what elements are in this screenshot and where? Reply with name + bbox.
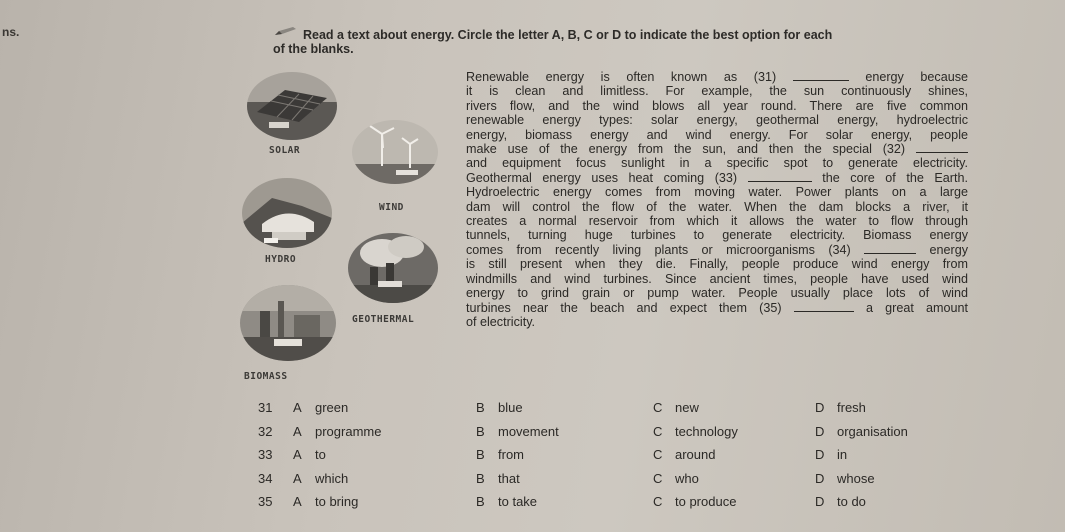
wind-label: WIND [379,202,404,213]
passage-line: is still present when they die. Finally, people produce wind energy from [466,257,968,272]
passage-line: turbines near the beach and expect them (35) a great amount [466,300,969,315]
question-number: 31 [258,400,273,415]
passage-line: Renewable energy is often known as (31) energy because [466,70,969,84]
wind-image [352,120,438,184]
option-b[interactable]: B to take [476,494,538,509]
passage-line: Geothermal energy uses heat coming (33) the core of the Earth. [466,170,969,185]
option-d[interactable]: D whose [815,471,875,486]
option-c[interactable]: C around [653,447,716,462]
question-row-31 [258,400,958,420]
option-d[interactable]: D organisation [815,424,908,439]
blank-31 [793,70,849,81]
question-row-34 [258,471,958,491]
passage-line: dam will control the flow of the water. When the dam blocks a river, it [466,199,968,214]
passage-line: Hydroelectric energy comes from moving water. Power plants on a large [466,185,968,200]
instruction-line-1: Read a text about energy. Circle the letter A, B, C or D to indicate the best option for each [303,28,833,42]
passage-line: tunnels, turning huge turbines to generate electricity. Biomass energy [466,228,968,243]
solar-image [247,72,337,140]
option-a[interactable]: A programme [293,424,382,439]
passage-line: comes from recently living plants or microorganisms (34) energy [466,242,968,257]
hydro-label: HYDRO [265,254,297,265]
question-row-33 [258,447,958,467]
blank-34 [864,243,916,254]
option-c[interactable]: C who [653,471,699,486]
hydro-image [242,178,332,248]
passage-line: energy to grind grain or pump water. People usually place lots of wind [466,286,968,301]
option-b[interactable]: B blue [476,400,523,415]
pencil-icon [275,26,297,36]
passage-line: rivers flow, and the wind blows all year round. There are five common [466,98,968,113]
option-d[interactable]: D in [815,447,848,462]
biomass-image [240,285,336,361]
question-number: 35 [258,494,273,509]
question-number: 34 [258,471,273,486]
option-c[interactable]: C technology [653,424,738,439]
question-number: 33 [258,447,273,462]
question-row-35 [258,494,958,514]
option-b[interactable]: B movement [476,424,559,439]
option-d[interactable]: D to do [815,494,866,509]
page-corner-text: ns. [2,25,20,39]
passage-line: of electricity. [466,314,536,329]
blank-33 [748,171,812,182]
geothermal-label: GEOTHERMAL [352,314,415,325]
option-c[interactable]: C new [653,400,699,415]
option-a[interactable]: A to bring [293,494,359,509]
option-d[interactable]: D fresh [815,400,866,415]
passage-line: creates a normal reservoir from which it allows the water to flow through [466,214,968,229]
passage-line: it is clean and limitless. For example, the sun continuously shines, [466,84,968,99]
solar-label: SOLAR [269,145,301,156]
reading-passage [466,70,968,329]
option-b[interactable]: B from [476,447,524,462]
question-row-32 [258,424,958,444]
option-a[interactable]: A to [293,447,326,462]
instruction-line-2: of the blanks. [273,42,354,56]
passage-line: and equipment focus sunlight in a specific spot to generate electricity. [466,156,968,171]
blank-32 [916,142,968,153]
option-c[interactable]: C to produce [653,494,737,509]
biomass-label: BIOMASS [244,371,288,382]
passage-line: make use of the energy from the sun, and then the special (32) [466,142,968,156]
geothermal-image [348,233,438,303]
passage-line: renewable energy types: solar energy, geothermal energy, hydroelectric [466,113,968,128]
option-a[interactable]: A green [293,400,349,415]
passage-line: windmills and wind turbines. Since ancient times, people have used wind [466,271,968,286]
question-number: 32 [258,424,273,439]
blank-35 [794,301,854,312]
passage-line: energy, biomass energy and wind energy. For solar energy, people [466,127,968,142]
option-a[interactable]: A which [293,471,349,486]
option-b[interactable]: B that [476,471,520,486]
